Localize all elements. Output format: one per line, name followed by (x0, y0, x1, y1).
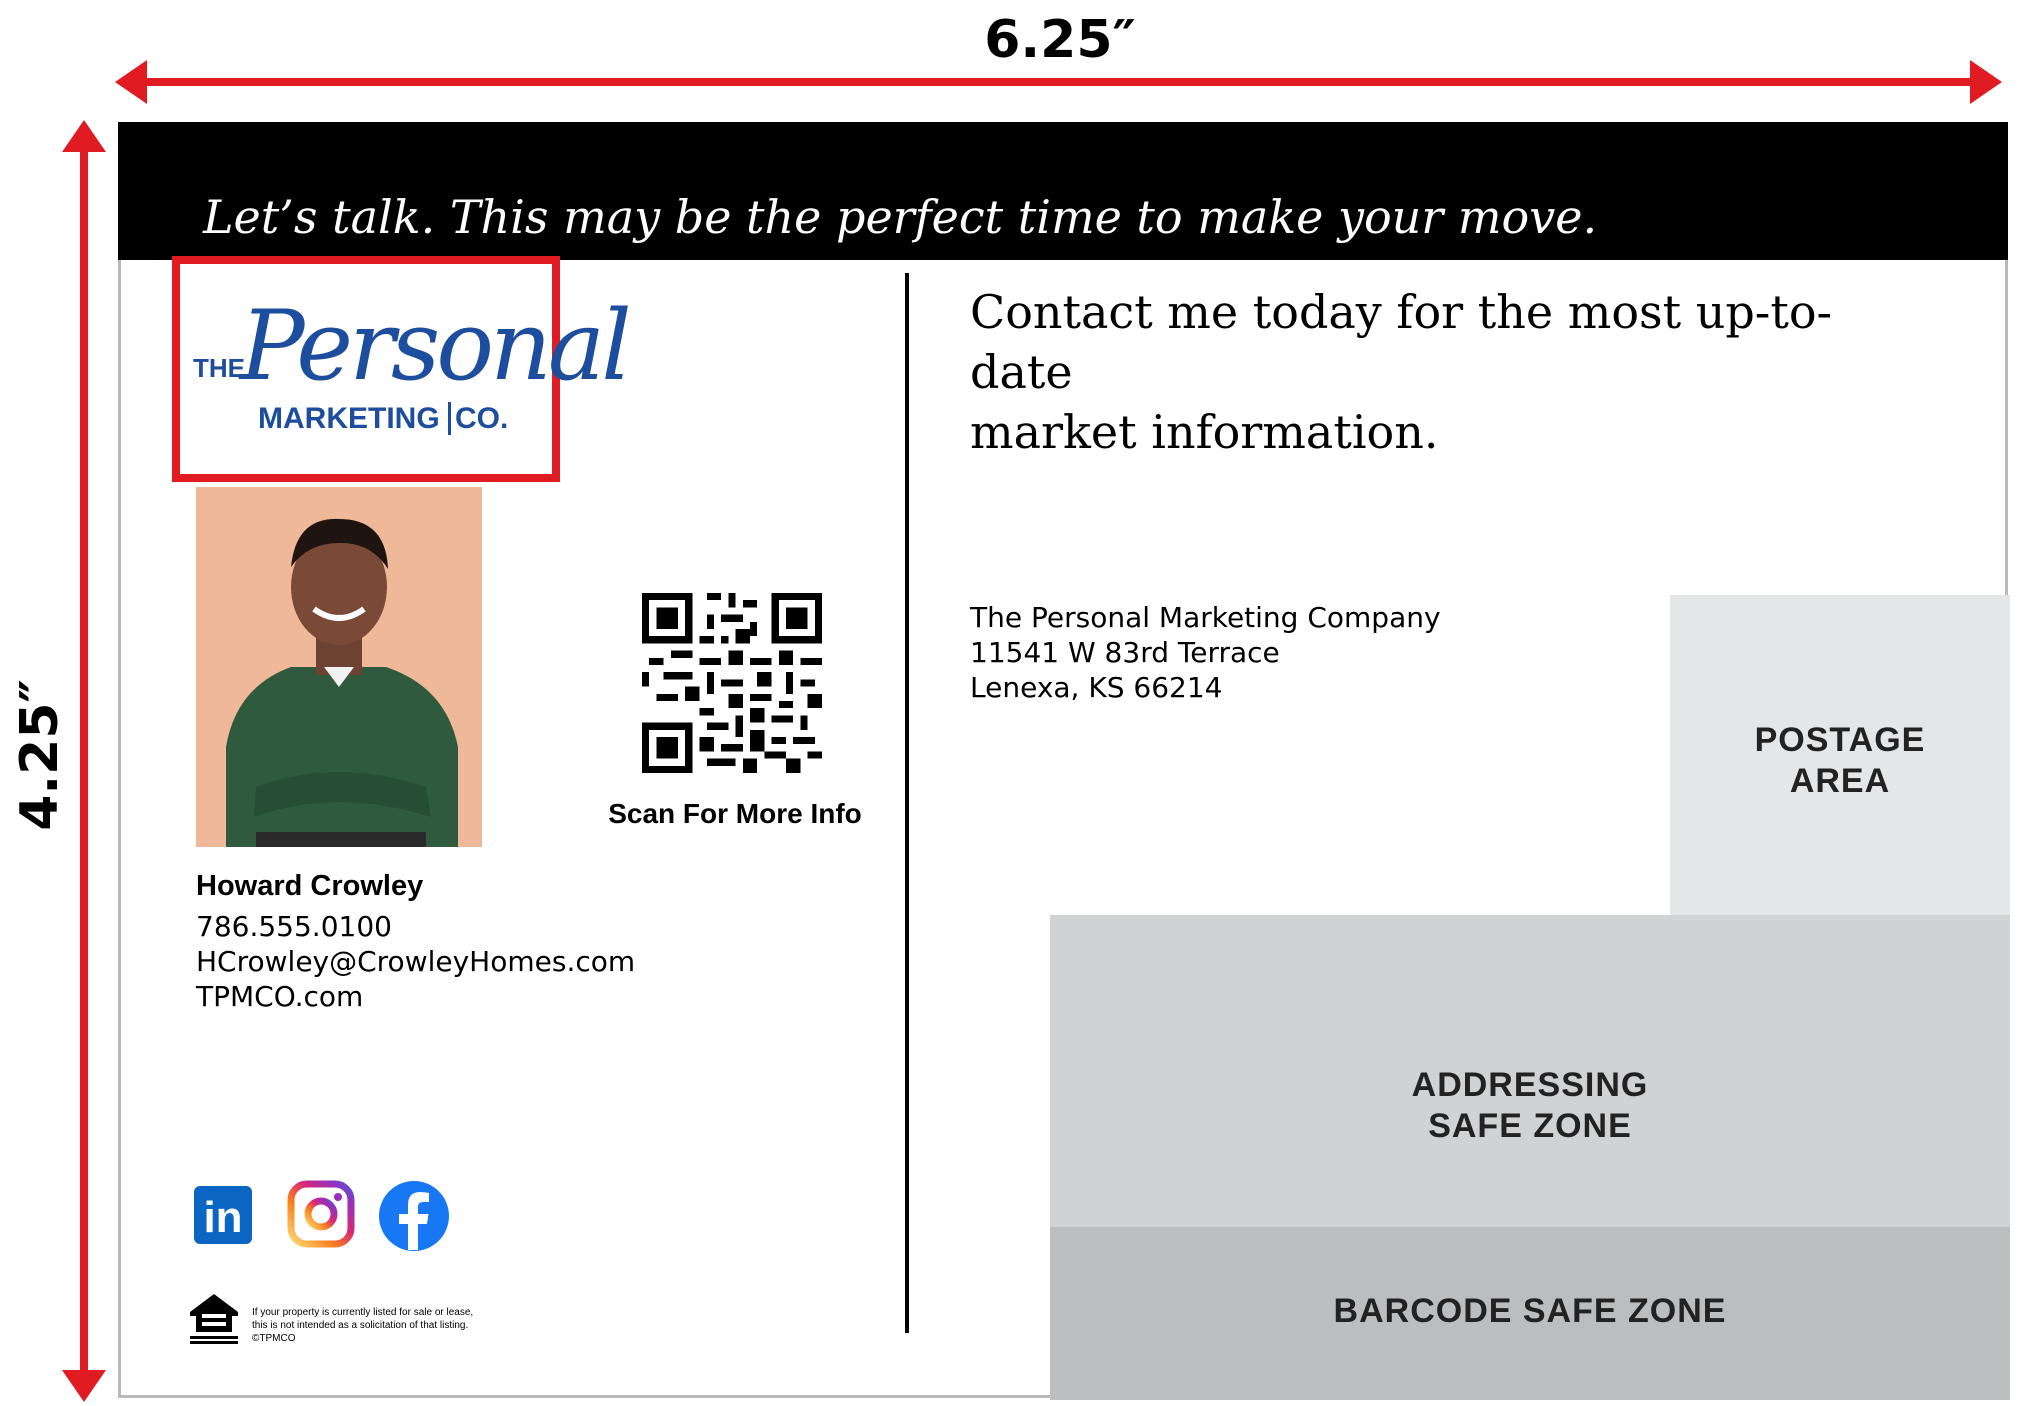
return-address: The Personal Marketing Company 11541 W 83rd Terrace Lenexa, KS 66214 (970, 601, 1441, 704)
agent-website: TPMCO.com (196, 980, 364, 1013)
barcode-safe-zone: BARCODE SAFE ZONE (1050, 1227, 2010, 1400)
height-arrow-down-icon (62, 1370, 106, 1402)
qr-code[interactable] (642, 593, 822, 773)
addressing-safe-zone: ADDRESSING SAFE ZONE (1050, 915, 2010, 1227)
height-arrow-up-icon (62, 120, 106, 152)
agent-portrait-illustration (196, 487, 482, 847)
linkedin-icon[interactable] (192, 1180, 262, 1250)
disclaimer-text: If your property is currently listed for sale or lease, this is not intended as a solicitation of that listing. ©TPMCO (252, 1307, 474, 1344)
logo-the-text: THE (193, 353, 245, 383)
banner-tagline: Let’s talk. This may be the perfect time to make your move. (203, 190, 1598, 244)
width-arrow-left-icon (115, 60, 147, 104)
facebook-icon[interactable] (378, 1180, 448, 1250)
instagram-icon[interactable] (285, 1180, 355, 1250)
agent-photo (196, 487, 482, 847)
logo-marketing-text: MARKETING CO. (258, 402, 509, 435)
agent-name: Howard Crowley (196, 870, 424, 902)
width-dimension-label: 6.25″ (984, 10, 1136, 70)
logo-personal-script: Personal (240, 290, 628, 402)
height-dimension-label: 4.25″ (10, 679, 70, 831)
qr-caption: Scan For More Info (608, 798, 862, 829)
height-dimension-line (80, 150, 88, 1370)
postage-area: POSTAGE AREA (1670, 595, 2010, 915)
agent-phone: 786.555.0100 (196, 910, 392, 943)
center-divider (905, 273, 909, 1333)
width-arrow-right-icon (1970, 60, 2002, 104)
agent-email: HCrowley@CrowleyHomes.com (196, 945, 636, 978)
contact-headline: Contact me today for the most up-to-date market information. (970, 285, 1833, 459)
equal-housing-icon (186, 1290, 242, 1346)
svg-text:in: in (203, 1193, 243, 1242)
width-dimension-line (145, 78, 1970, 86)
